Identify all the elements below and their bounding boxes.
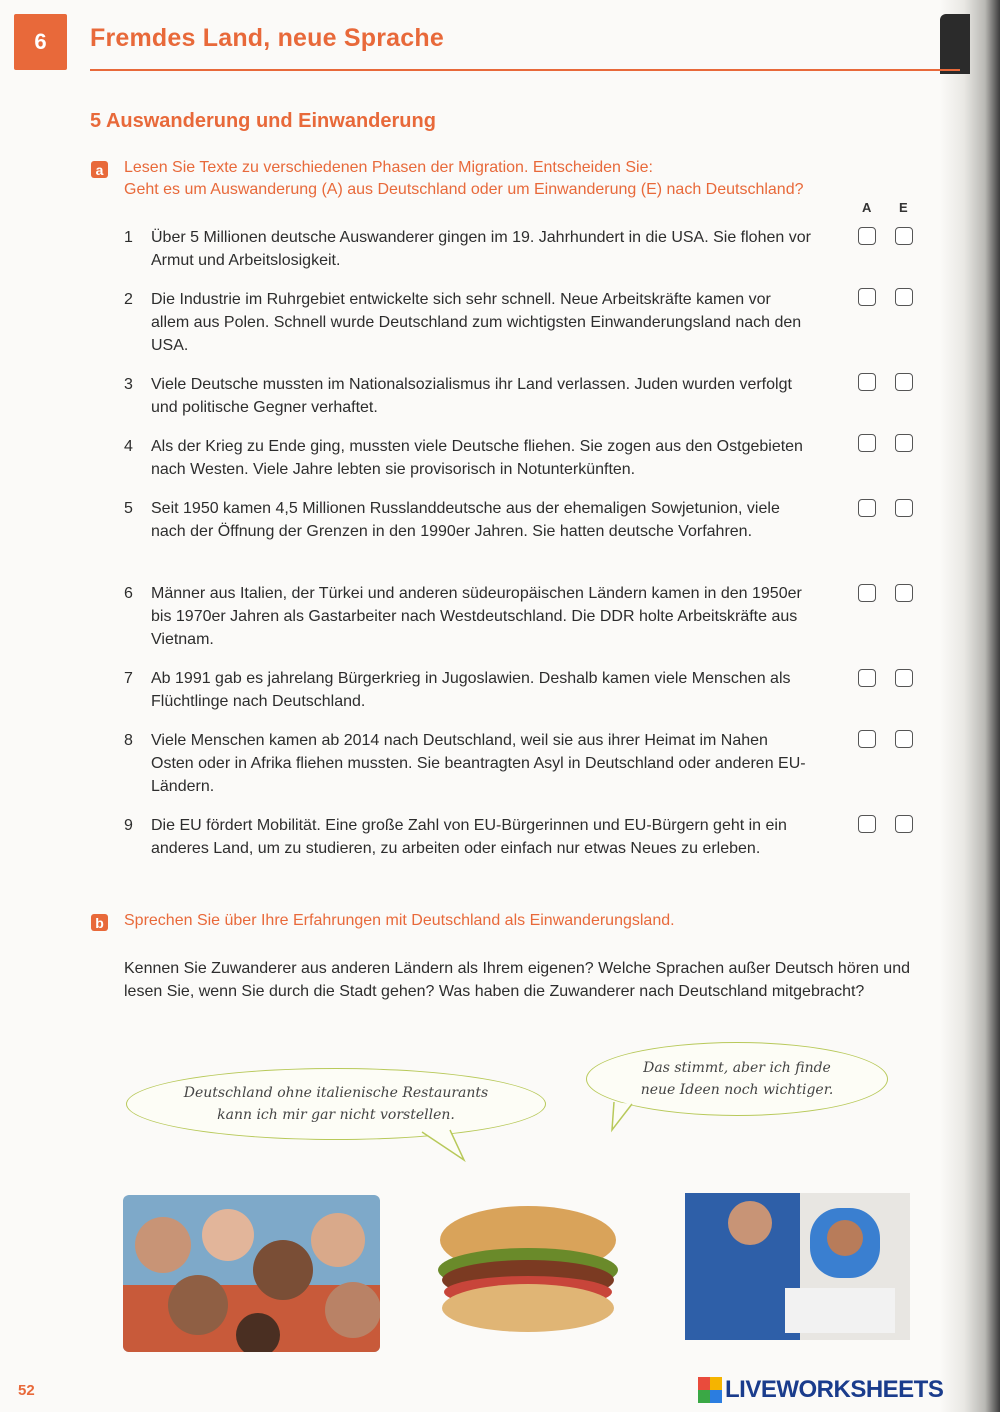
bubble-right-line1: Das stimmt, aber ich finde	[643, 1060, 831, 1076]
checkbox-4-a[interactable]	[858, 434, 876, 452]
chapter-number-badge: 6	[14, 14, 67, 70]
checkbox-5-e[interactable]	[895, 499, 913, 517]
checkbox-9-e[interactable]	[895, 815, 913, 833]
checkbox-9-a[interactable]	[858, 815, 876, 833]
statement-text: Über 5 Millionen deutsche Auswanderer gingen im 19. Jahrhundert in die USA. Sie flohen vor Armut und Arbeitslosigkeit.	[151, 229, 811, 269]
checkbox-7-e[interactable]	[895, 669, 913, 687]
speech-bubble-left-tail	[420, 1128, 470, 1164]
checkbox-2-e[interactable]	[895, 288, 913, 306]
checkbox-4-e[interactable]	[895, 434, 913, 452]
bubble-left-line1: Deutschland ohne italienische Restaurants	[183, 1085, 489, 1101]
statement-text: Viele Deutsche mussten im Nationalsozialismus ihr Land verlassen. Juden wurden verfolgt und politische Gegner verhaftet.	[151, 376, 792, 416]
task-b-paragraph: Kennen Sie Zuwanderer aus anderen Ländern als Ihrem eigenen? Welche Sprachen außer Deutsch hören und lesen Sie, wenn Sie durch die Stadt gehen? Was haben die Zuwanderer nach Deutschland mitgebracht?	[124, 960, 910, 1000]
chapter-title: Fremdes Land, neue Sprache	[90, 24, 444, 52]
statement-number: 5	[124, 500, 133, 517]
bubble-right-line2: neue Ideen noch wichtiger.	[640, 1082, 834, 1098]
statement-text: Seit 1950 kamen 4,5 Millionen Russlanddeutsche aus der ehemaligen Sowjetunion, viele nach der Öffnung der Grenzen in den 1990er Jahren. Sie hatten deutsche Vorfahren.	[151, 500, 780, 540]
checkbox-5-a[interactable]	[858, 499, 876, 517]
speech-bubble-left	[126, 1068, 546, 1140]
task-b-instruction: Sprechen Sie über Ihre Erfahrungen mit Deutschland als Einwanderungsland.	[124, 912, 675, 929]
statement-text: Die EU fördert Mobilität. Eine große Zahl von EU-Bürgerinnen und EU-Bürgern geht in ein anderes Land, um zu studieren, zu arbeiten oder einfach nur etwas Neues zu erleben.	[151, 817, 787, 857]
people-laptop-photo	[685, 1193, 910, 1340]
section-title: 5 Auswanderung und Einwanderung	[90, 110, 436, 132]
checkbox-6-a[interactable]	[858, 584, 876, 602]
statement-text: Viele Menschen kamen ab 2014 nach Deutschland, weil sie aus ihrer Heimat im Nahen Osten oder in Afrika fliehen mussten. Sie beantragten Asyl in Deutschland oder anderen EU-Ländern.	[151, 732, 806, 795]
checkbox-8-a[interactable]	[858, 730, 876, 748]
statement-number: 9	[124, 817, 133, 834]
checkbox-7-a[interactable]	[858, 669, 876, 687]
task-a-instruction-line1: Lesen Sie Texte zu verschiedenen Phasen der Migration. Entscheiden Sie:	[124, 159, 653, 176]
checkbox-3-a[interactable]	[858, 373, 876, 391]
checkbox-8-e[interactable]	[895, 730, 913, 748]
page-edge-shadow	[940, 0, 1000, 1412]
liveworksheets-logo-icon	[698, 1377, 722, 1403]
liveworksheets-brand[interactable]	[698, 1376, 943, 1404]
checkbox-2-a[interactable]	[858, 288, 876, 306]
statement-text: Als der Krieg zu Ende ging, mussten viele Deutsche fliehen. Sie zogen aus den Ostgebieten nach Westen. Viele Jahre lebten sie provisorisch in Notunterkünften.	[151, 438, 803, 478]
brand-name: LIVEWORKSHEETS	[725, 1376, 944, 1403]
column-header-e: E	[899, 200, 908, 215]
page-number: 52	[18, 1382, 35, 1399]
checkbox-1-e[interactable]	[895, 227, 913, 245]
title-divider	[90, 69, 960, 71]
task-a-letter: a	[91, 161, 108, 178]
checkbox-6-e[interactable]	[895, 584, 913, 602]
bubble-left-line2: kann ich mir gar nicht vorstellen.	[217, 1107, 455, 1123]
task-b-letter: b	[91, 914, 108, 931]
task-a-instruction-line2: Geht es um Auswanderung (A) aus Deutschland oder um Einwanderung (E) nach Deutschland?	[124, 181, 804, 198]
checkbox-3-e[interactable]	[895, 373, 913, 391]
speech-bubble-right-tail	[610, 1100, 640, 1134]
column-header-a: A	[862, 200, 872, 215]
statement-text: Die Industrie im Ruhrgebiet entwickelte sich sehr schnell. Neue Arbeitskräfte kamen vor allem aus Polen. Schnell wurde Deutschland zum wichtigsten Einwanderungsland nach den USA.	[151, 291, 802, 354]
page-corner-shadow	[940, 14, 970, 74]
statement-number: 1	[124, 229, 133, 246]
doner-photo	[436, 1200, 620, 1340]
statement-number: 7	[124, 670, 133, 687]
statement-text: Männer aus Italien, der Türkei und anderen südeuropäischen Ländern kamen in den 1950er bis 1970er Jahren als Gastarbeiter nach Westdeutschland. Die DDR holte Arbeitskräfte aus Vietnam.	[151, 585, 802, 648]
statement-text: Ab 1991 gab es jahrelang Bürgerkrieg in Jugoslawien. Deshalb kamen viele Menschen als Flüchtlinge nach Deutschland.	[151, 670, 791, 710]
checkbox-1-a[interactable]	[858, 227, 876, 245]
statement-number: 6	[124, 585, 133, 602]
statement-number: 4	[124, 438, 133, 455]
statement-number: 3	[124, 376, 133, 393]
statement-number: 2	[124, 291, 133, 308]
statement-number: 8	[124, 732, 133, 749]
children-photo	[123, 1195, 380, 1352]
